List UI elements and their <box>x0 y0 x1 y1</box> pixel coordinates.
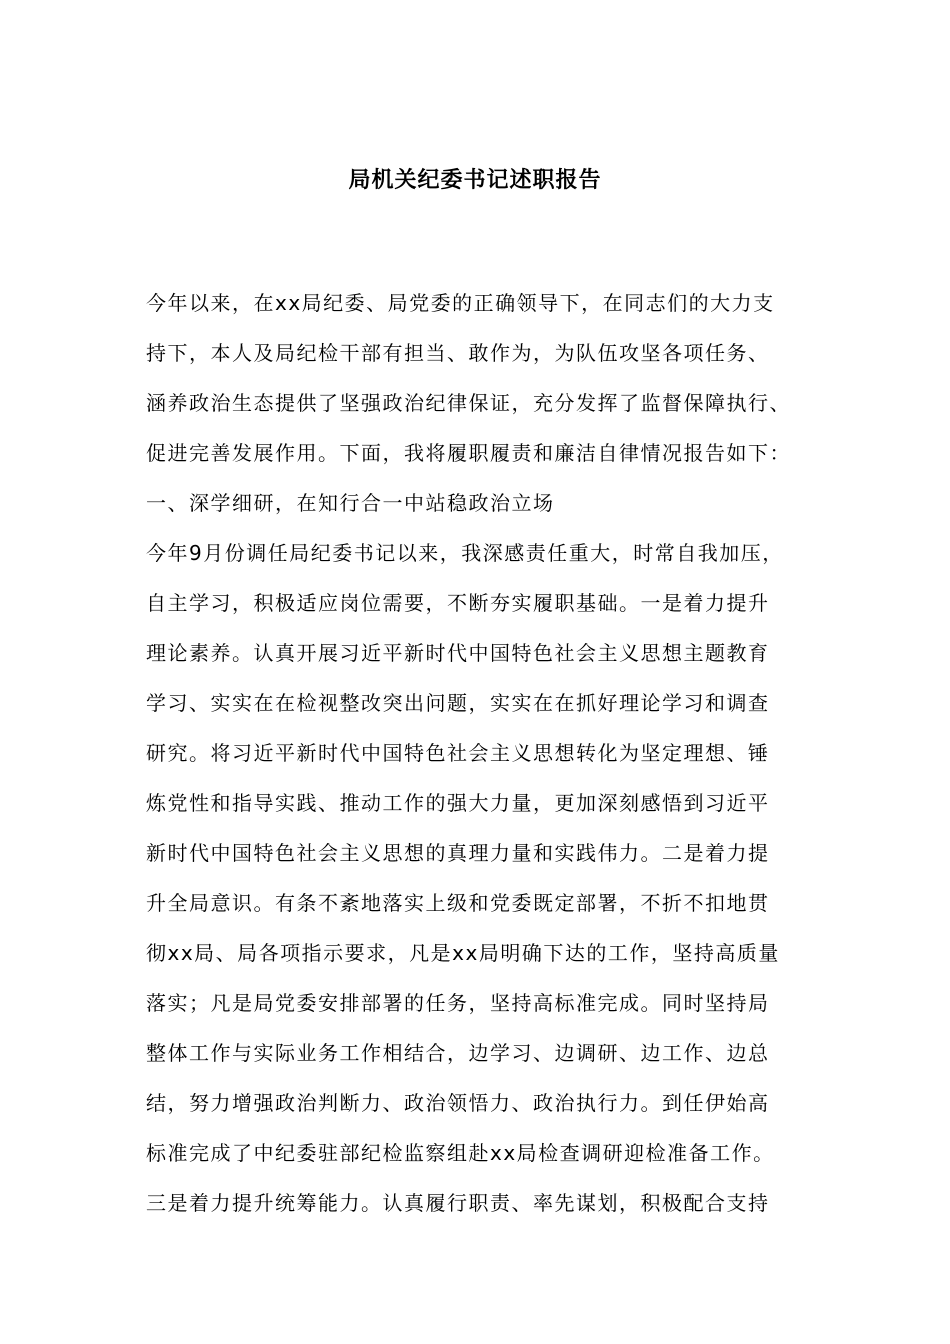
text-line: 升全局意识。有条不紊地落实上级和党委既定部署，不折不扣地贯 <box>146 891 770 915</box>
text-line: 今年9月份调任局纪委书记以来，我深感责任重大，时常自我加压， <box>146 541 784 565</box>
text-line: 学习、实实在在检视整改突出问题，实实在在抓好理论学习和调查 <box>146 691 770 715</box>
text-line: 结，努力增强政治判断力、政治领悟力、政治执行力。到任伊始高 <box>146 1091 770 1115</box>
section-heading: 一、深学细研，在知行合一中站稳政治立场 <box>146 491 555 515</box>
text-line: 炼党性和指导实践、推动工作的强大力量，更加深刻感悟到习近平 <box>146 791 770 815</box>
text-line: 理论素养。认真开展习近平新时代中国特色社会主义思想主题教育 <box>146 641 770 665</box>
text-line: 自主学习，积极适应岗位需要，不断夯实履职基础。一是着力提升 <box>146 591 770 615</box>
document-body <box>146 278 826 1228</box>
text-line: 持下，本人及局纪检干部有担当、敢作为，为队伍攻坚各项任务、 <box>146 341 770 365</box>
text-line: 研究。将习近平新时代中国特色社会主义思想转化为坚定理想、锤 <box>146 741 770 765</box>
text-line: 今年以来，在xx局纪委、局党委的正确领导下，在同志们的大力支 <box>146 291 775 315</box>
text-line: 彻xx局、局各项指示要求，凡是xx局明确下达的工作，坚持高质量 <box>146 941 780 965</box>
text-line: 促进完善发展作用。下面，我将履职履责和廉洁自律情况报告如下： <box>146 441 791 465</box>
text-line: 整体工作与实际业务工作相结合，边学习、边调研、边工作、边总 <box>146 1041 770 1065</box>
text-line: 三是着力提升统筹能力。认真履行职责、率先谋划，积极配合支持 <box>146 1191 770 1215</box>
text-line: 标准完成了中纪委驻部纪检监察组赴xx局检查调研迎检准备工作。 <box>146 1141 775 1165</box>
document-title: 局机关纪委书记述职报告 <box>348 167 602 193</box>
text-line: 落实；凡是局党委安排部署的任务，坚持高标准完成。同时坚持局 <box>146 991 770 1015</box>
text-line: 新时代中国特色社会主义思想的真理力量和实践伟力。二是着力提 <box>146 841 770 865</box>
text-line: 涵养政治生态提供了坚强政治纪律保证，充分发挥了监督保障执行、 <box>146 391 791 415</box>
